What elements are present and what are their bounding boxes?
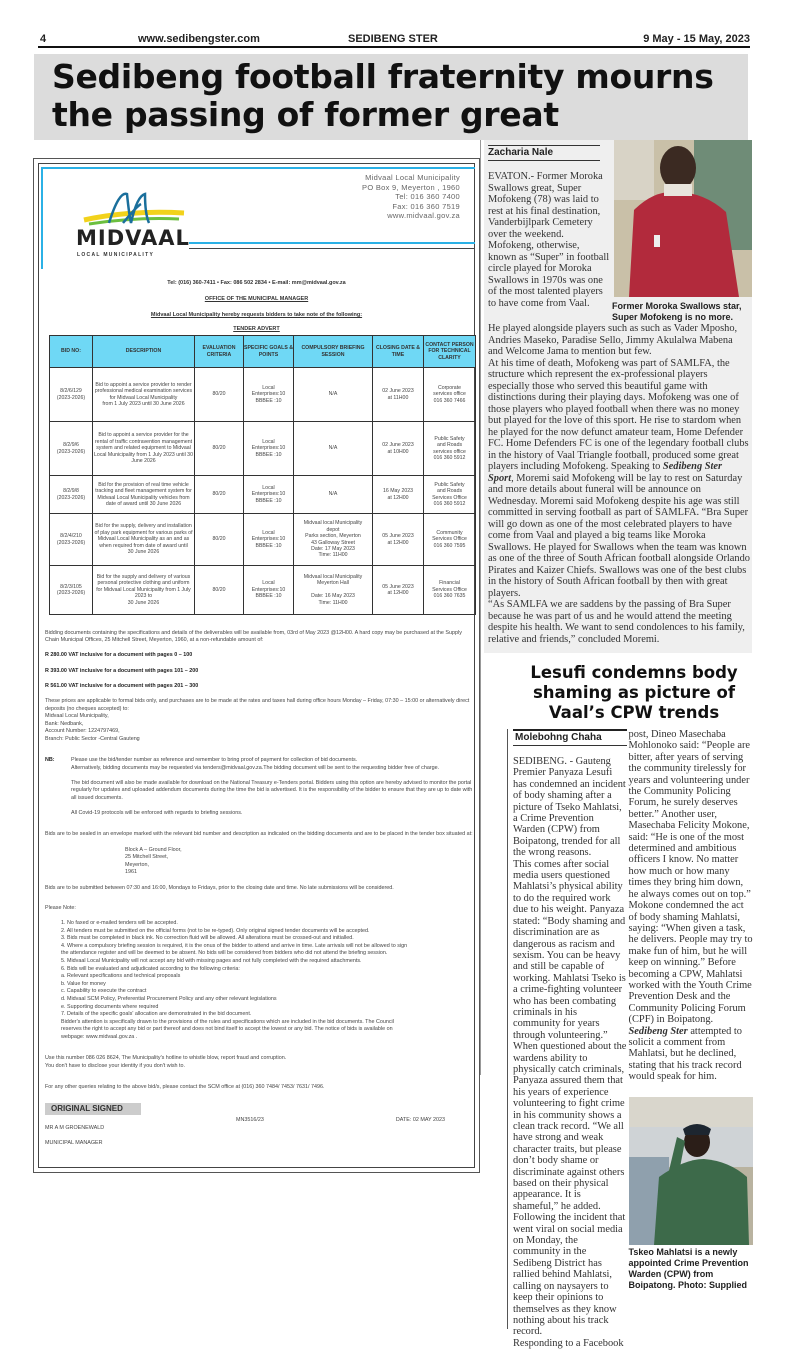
table-row (50, 514, 476, 566)
signed-date: DATE: 02 MAY 2023 (395, 1117, 445, 1124)
documents-intro: Bidding documents containing the specifications and details of the deliverables will be available from, 03rd of May 2023 @12H00. A hard copy may be purchased at the Supply Chain Municipal Offices, 25 Mitchell Street, Meyerton, 1960, at a non-refundable amount of: (45, 629, 462, 644)
photo-caption: Former Moroka Swallows star, Super Mofokeng is no more. (612, 301, 742, 322)
article-paragraph (488, 358, 750, 600)
page-header (38, 32, 750, 48)
letterhead-area (39, 164, 474, 335)
text: attempted to solicit a comment from Mahlatsi, but he declined, stating that his track record would speak for him. (628, 1025, 742, 1083)
reference-number: MN3516/23 (236, 1117, 264, 1124)
please-note-label: Please Note: (45, 904, 76, 911)
publication-name: Sedibeng Ster Sport (488, 461, 723, 484)
table-cell: Corporate services office 016 360 7466 (424, 368, 476, 422)
lesufi-article (484, 729, 754, 1349)
tender-box-address: Block A – Ground Floor, 25 Mitchell Street, Meyerton, 1961 (125, 846, 182, 876)
table-cell: 02 June 2023 at 11H00 (373, 368, 424, 422)
page-number: 4 (40, 33, 47, 45)
table-cell: Bid to appoint a service provider for the rental of traffic contravention management system and related equipment to Midvaal Local Municipality from 1 July 2023 until 30 June 2026 (93, 422, 195, 476)
table-cell: Community Services Office 016 360 7595 (424, 514, 476, 566)
table-cell: 8/2/3/105 (2023-2026) (50, 566, 93, 615)
football-article (484, 140, 752, 653)
bank-details: These prices are applicable to formal bids only, and purchases are to be made at the rates and taxes hall during office hours Monday – Friday, 07:30 – 15:00 or alternatively direct deposits (no cheques accepted) to: Midvaal Local Municipality, Bank: Nedbank, Account Number: 1224797469, Branch: Public Sector -Central Gauteng (45, 697, 470, 742)
table-cell: 05 June 2023 at 12H00 (373, 514, 424, 566)
table-cell: 80/20 (195, 566, 244, 615)
right-column (484, 140, 754, 1349)
text: , Moremi said Mofokeng will be lay to rest on Saturday and more details about funeral will be announce on Wednesday. Moremi said Mofokeng despite his age was still committed in serving football as part of SAMLFA. “Bra Super will go down as one of the most celebrated players to have come from Vaal and played a big teams like Moroka Swallows. He played for Swallows when the team was known as one of the three of South African football alongside Orlando Pirates and Kaizer Chiefs. Swallows was one of the best clubs in the history of South African football by then with great players. (488, 472, 751, 599)
notes-list: 1. No faxed or e-mailed tenders will be accepted. 2. All tenders must be submitted on the official forms (not to be re-typed). Only original signed tender documents will be accepted. 3. Bids must be completed in black ink. No correction fluid will be allowed. All alterations must be crossed-out and initialled. 4. Where a compulsory briefing session is required, it is the onus of the bidder to attend and arrive in time. Late arrivals will not be allowed to sign the attendance register and will be deemed to be absent. No bids will be considered from bidders who did not attend the briefing session. 5. Midvaal Local Municipality will not accept any bid with missing pages and not fully completed with the required attachments. 6. Bids will be evaluated and adjudicated according to the following criteria: a. Relevant specifications and technical proposals b. Value for money c. Capability to execute the contract d. Midvaal SCM Policy, Preferential Procurement Policy and any other relevant legislations e. Supporting documents where required 7. Details of the specific goals' allocation are demonstrated in the bid document. Bidder's attention is specifically drawn to the provisions of the rules and specifications which are included in the bid documents. The Council reserves the right to accept any bid or part thereof and does not bind itself to accept the lowest or any bid. The notice of bids is available on webpage: www.midvaal.gov.za . (61, 919, 408, 1040)
table-cell: 8/2/9/8 (2023-2026) (50, 476, 93, 514)
table-cell: Local Enterprises:10 BBBEE :10 (244, 368, 294, 422)
submission-text: Bids are to be submitted between 07:30 and 16:00, Mondays to Fridays, prior to the closing date and time. No late submissions will be considered. (45, 884, 394, 891)
article-paragraph: “As SAMLFA we are saddens by the passing of Bra Super because he was part of us and he would attend the meeting despite his health. We want to send condolences to his family, relative and friends,” concluded Moremi. (488, 599, 745, 645)
article-paragraph: When questioned about the wardens ability to physically catch criminals, Panyaza assured them that his years of experience volunteering to fight crime in his community shows a clean track record. “We all have strong and weak character traits, but please don’t body shame or discriminate against others based on their physical appearance. It is shameful,” he added. (513, 1041, 627, 1212)
midvaal-logo-icon (79, 186, 189, 226)
article-paragraph: EVATON.- Former Moroka Swallows great, Super Mofokeng (78) was laid to rest at his final destination, Vanderbijlpark Cemetery over the weekend. (488, 171, 603, 240)
table-cell: Financial Services Office 016 360 7635 (424, 566, 476, 615)
paper-name: SEDIBENG STER (348, 33, 438, 45)
queries-text: For any other queries relating to the above bid/s, please contact the SCM office at (016) 360 7484/ 7453/ 7631/ 7496. (45, 1083, 325, 1090)
tender-table (49, 335, 476, 615)
tender-advert (33, 158, 480, 1173)
table-cell: 8/2/9/6 (2023-2026) (50, 422, 93, 476)
municipality-address: Midvaal Local Municipality PO Box 9, Meyerton , 1960 Tel: 016 360 7400 Fax: 016 360 7519 www.midvaal.gov.za (362, 173, 460, 220)
article-paragraph: Mokone condemned the act of body shaming Mahlatsi, saying: “When given a task, he delivers. People may try to make fun of him, but he will keep on winning.” Before becoming a CPW, Mahlatsi worked with the Youth Crime Prevention Desk and the Community Policing Forum (CPF) in Boipatong. (628, 900, 753, 1026)
article-paragraph: He played alongside players such as such as Vader Mposho, Andries Maseko, Paradise Sello, Jimmy Akulalwa Mabena and Welcome Jama to mention but few. (488, 323, 738, 357)
table-cell: 16 May 2023 at 12H00 (373, 476, 424, 514)
table-cell: Local Enterprises:10 BBBEE :10 (244, 422, 294, 476)
tender-advert-title: TENDER ADVERT (233, 326, 280, 332)
office-title: OFFICE OF THE MUNICIPAL MANAGER (204, 296, 309, 302)
column-header: CONTACT PERSON FOR TECHNICAL CLARITY (424, 336, 476, 368)
table-cell: 80/20 (195, 422, 244, 476)
table-row (50, 368, 476, 422)
table-cell: N/A (294, 368, 373, 422)
table-cell: 8/2/6/129 (2023-2026) (50, 368, 93, 422)
table-cell: 80/20 (195, 476, 244, 514)
column-header: EVALUATION CRITERIA (195, 336, 244, 368)
price-line: R 561.00 VAT inclusive for a document with pages 201 – 300 (45, 682, 199, 689)
article-paragraph (629, 1026, 754, 1083)
mahlatsi-photo (629, 1097, 753, 1245)
table-cell: 80/20 (195, 514, 244, 566)
table-cell: Local Enterprises:10 BBBEE :10 (244, 566, 294, 615)
tender-details (45, 622, 475, 1163)
article-paragraph: SEDIBENG. - Gauteng Premier Panyaza Lesufi has condemned an incident of body shaming after a picture of Tseko Mahlatsi, a Crime Prevention Warden (CPW) from Boipatong, trended for all the wrong reasons. (513, 756, 626, 859)
contact-line: Tel: (016) 360-7411 • Fax: 086 502 2834 • E-mail: mm@midvaal.gov.za (167, 280, 346, 286)
price-line: R 393.00 VAT inclusive for a document with pages 101 – 200 (45, 667, 199, 674)
notice-line: Midvaal Local Municipality hereby requests bidders to take note of the following: (150, 312, 363, 318)
nb-text: Please use the bid/tender number as reference and remember to bring proof of payment for collection of bid documents. Alternatively, bidding documents may be requested via tenders@midvaal.gov.za.The bidding document will be sent to the requesting bidder free of charge. The bid document will also be made available for download on the National Treasury e-Tenders portal. Bidders using this option are hereby advised to monitor the portal regularly for updates and uploaded addendum documents during the time the bid is advertised. It is the responsibility of the bidder to ensure that they are up to date with all issued documents. All Covid-19 protocols will be enforced with regards to briefing sessions. (71, 757, 473, 817)
price-line: R 280.00 VAT inclusive for a document with pages 0 – 100 (45, 652, 193, 659)
table-cell: 8/2/4/210 (2023-2026) (50, 514, 93, 566)
article-byline: Zacharia Nale (488, 145, 600, 161)
table-row (50, 566, 476, 615)
headline-line: Sedibeng football fraternity mourns (52, 57, 714, 96)
column-header: CLOSING DATE & TIME (373, 336, 424, 368)
logo-subtitle: LOCAL MUNICIPALITY (77, 252, 155, 258)
hotline-text: Use this number 086 026 8624, The Municipality's hotline to whistle blow, report fraud and corruption. You don't have to disclose your identity if you don't wish to. (45, 1055, 287, 1069)
article-paragraph: Mofokeng, otherwise, known as “Super” in football circle played for Moroka Swallows in 1970s was one of the most talented players to have come from Vaal. (488, 240, 610, 309)
article-column-2 (629, 729, 754, 1349)
signature-block (45, 1117, 475, 1155)
table-cell: Midvaal local Municipality depot Parks section, Meyerton 43 Galloway Street Date: 17 May 2023 Time: 11H00 (294, 514, 373, 566)
article-paragraph: Following the incident that went viral on social media on Monday, the community in the Sedibeng District has rallied behind Mahlatsi, calling on naysayers to keep their opinions to themselves as they know nothing about his track record. (513, 1212, 626, 1338)
logo-name: MIDVAAL (76, 226, 190, 250)
issue-date: 9 May - 15 May, 2023 (643, 33, 750, 45)
table-cell: Bid to appoint a service provider to render professional medical examination services for Midvaal Local Municipality from 1 July 2023 until 30 June 2026 (93, 368, 195, 422)
table-cell: 05 June 2023 at 12H00 (373, 566, 424, 615)
table-cell: Bid for the provision of real time vehicle tracking and fleet management system for Midvaal Local Municipality vehicles from date of award until 30 June 2026 (93, 476, 195, 514)
main-headline (34, 54, 748, 140)
table-cell: N/A (294, 476, 373, 514)
table-cell: Local Enterprises:10 BBBEE :10 (244, 476, 294, 514)
table-cell: Public Safety and Roads Services Office 016 360 5912 (424, 476, 476, 514)
column-header: BID NO: (50, 336, 93, 368)
headline-line: the passing of former great (52, 95, 559, 134)
table-cell: 80/20 (195, 368, 244, 422)
sealed-bids-text: Bids are to be sealed in an envelope marked with the relevant bid number and description as indicated on the bidding documents and are to be placed in the tender box situated at: (45, 831, 473, 838)
signatory-name: MR A M GROENEWALD (45, 1124, 105, 1131)
article-paragraph: Responding to a Facebook (513, 1337, 624, 1349)
original-signed-label: ORIGINAL SIGNED (45, 1103, 141, 1115)
table-cell: Local Enterprises:10 BBBEE :10 (244, 514, 294, 566)
article-column-1 (513, 729, 627, 1349)
table-cell: Public Safety and Roads services office 016 360 5912 (424, 422, 476, 476)
table-row (50, 476, 476, 514)
publication-name: Sedibeng Ster (628, 1025, 688, 1037)
table-cell: Bid for the supply and delivery of various personal protective clothing and uniform for Midvaal Local Municipality from 1 July 2023 to 30 June 2026 (93, 566, 195, 615)
article-paragraph: post, Dineo Masechaba Mohlonoko said: “People are bitter, after years of serving the community tirelessly for years and volunteering under the Community Policing Forum, he surely deserves better.” Another user, Masechaba Felicity Mokone, said: “He is one of the most determined and ambitious officers I know. No matter how much or how many times they bring him down, he always comes out on top.” (628, 729, 751, 900)
signatory-role: MUNICIPAL MANAGER (45, 1139, 103, 1146)
article-byline: Molebohng Chaha (513, 729, 627, 746)
mofokeng-photo (614, 140, 752, 297)
article-paragraph: This comes after social media users questioned Mahlatsi’s physical ability to do the required work due to his weight. Panyaza stated: “Body shaming and discrimination are as dangerous as racism and sexism. You can be heavy and still be capable of working. Mahlatsi Tseko is a crime-fighting volunteer who has been combating criminals in his community for years through volunteering.” (513, 858, 626, 1041)
column-header: DESCRIPTION (93, 336, 195, 368)
table-cell: Bid for the supply, delivery and installation of play park equipment for various parks of Midvaal Local Municipality as an and as when required from date of award until 30 June 2026 (93, 514, 195, 566)
nb-label: NB: (45, 757, 55, 764)
column-header: COMPULSORY BRIEFING SESSION (294, 336, 373, 368)
table-cell: N/A (294, 422, 373, 476)
column-header: SPECIFIC GOALS & POINTS (244, 336, 294, 368)
table-cell: 02 June 2023 at 10H00 (373, 422, 424, 476)
website: www.sedibengster.com (138, 33, 260, 45)
table-cell: Midvaal local Municipality Meyerton Hall Date: 16 May 2023 Time: 11H00 (294, 566, 373, 615)
photo-caption: Tskeo Mahlatsi is a newly appointed Crime Prevention Warden (CPW) from Boipatong. Photo: Supplied (628, 1246, 749, 1290)
text: At his time of death, Mofokeng was part of SAMLFA, the structure which represent the ex-professional players especially those who served this beautiful game with distinctions during their playing days. Mofokeng was one of those players who played football when there was no money but played for the love of this sport. He rise to stardom when he played for the now defunct amateur team, Home Defender FC. Home Defenders FC is one of the legendary football clubs in the history of Vaal Triangle football, produced some great players including Mofokeng. Speaking to (488, 357, 749, 472)
article-headline: Lesufi condemns body shaming as picture of Vaal’s CPW trends (530, 663, 738, 722)
table-row (50, 422, 476, 476)
